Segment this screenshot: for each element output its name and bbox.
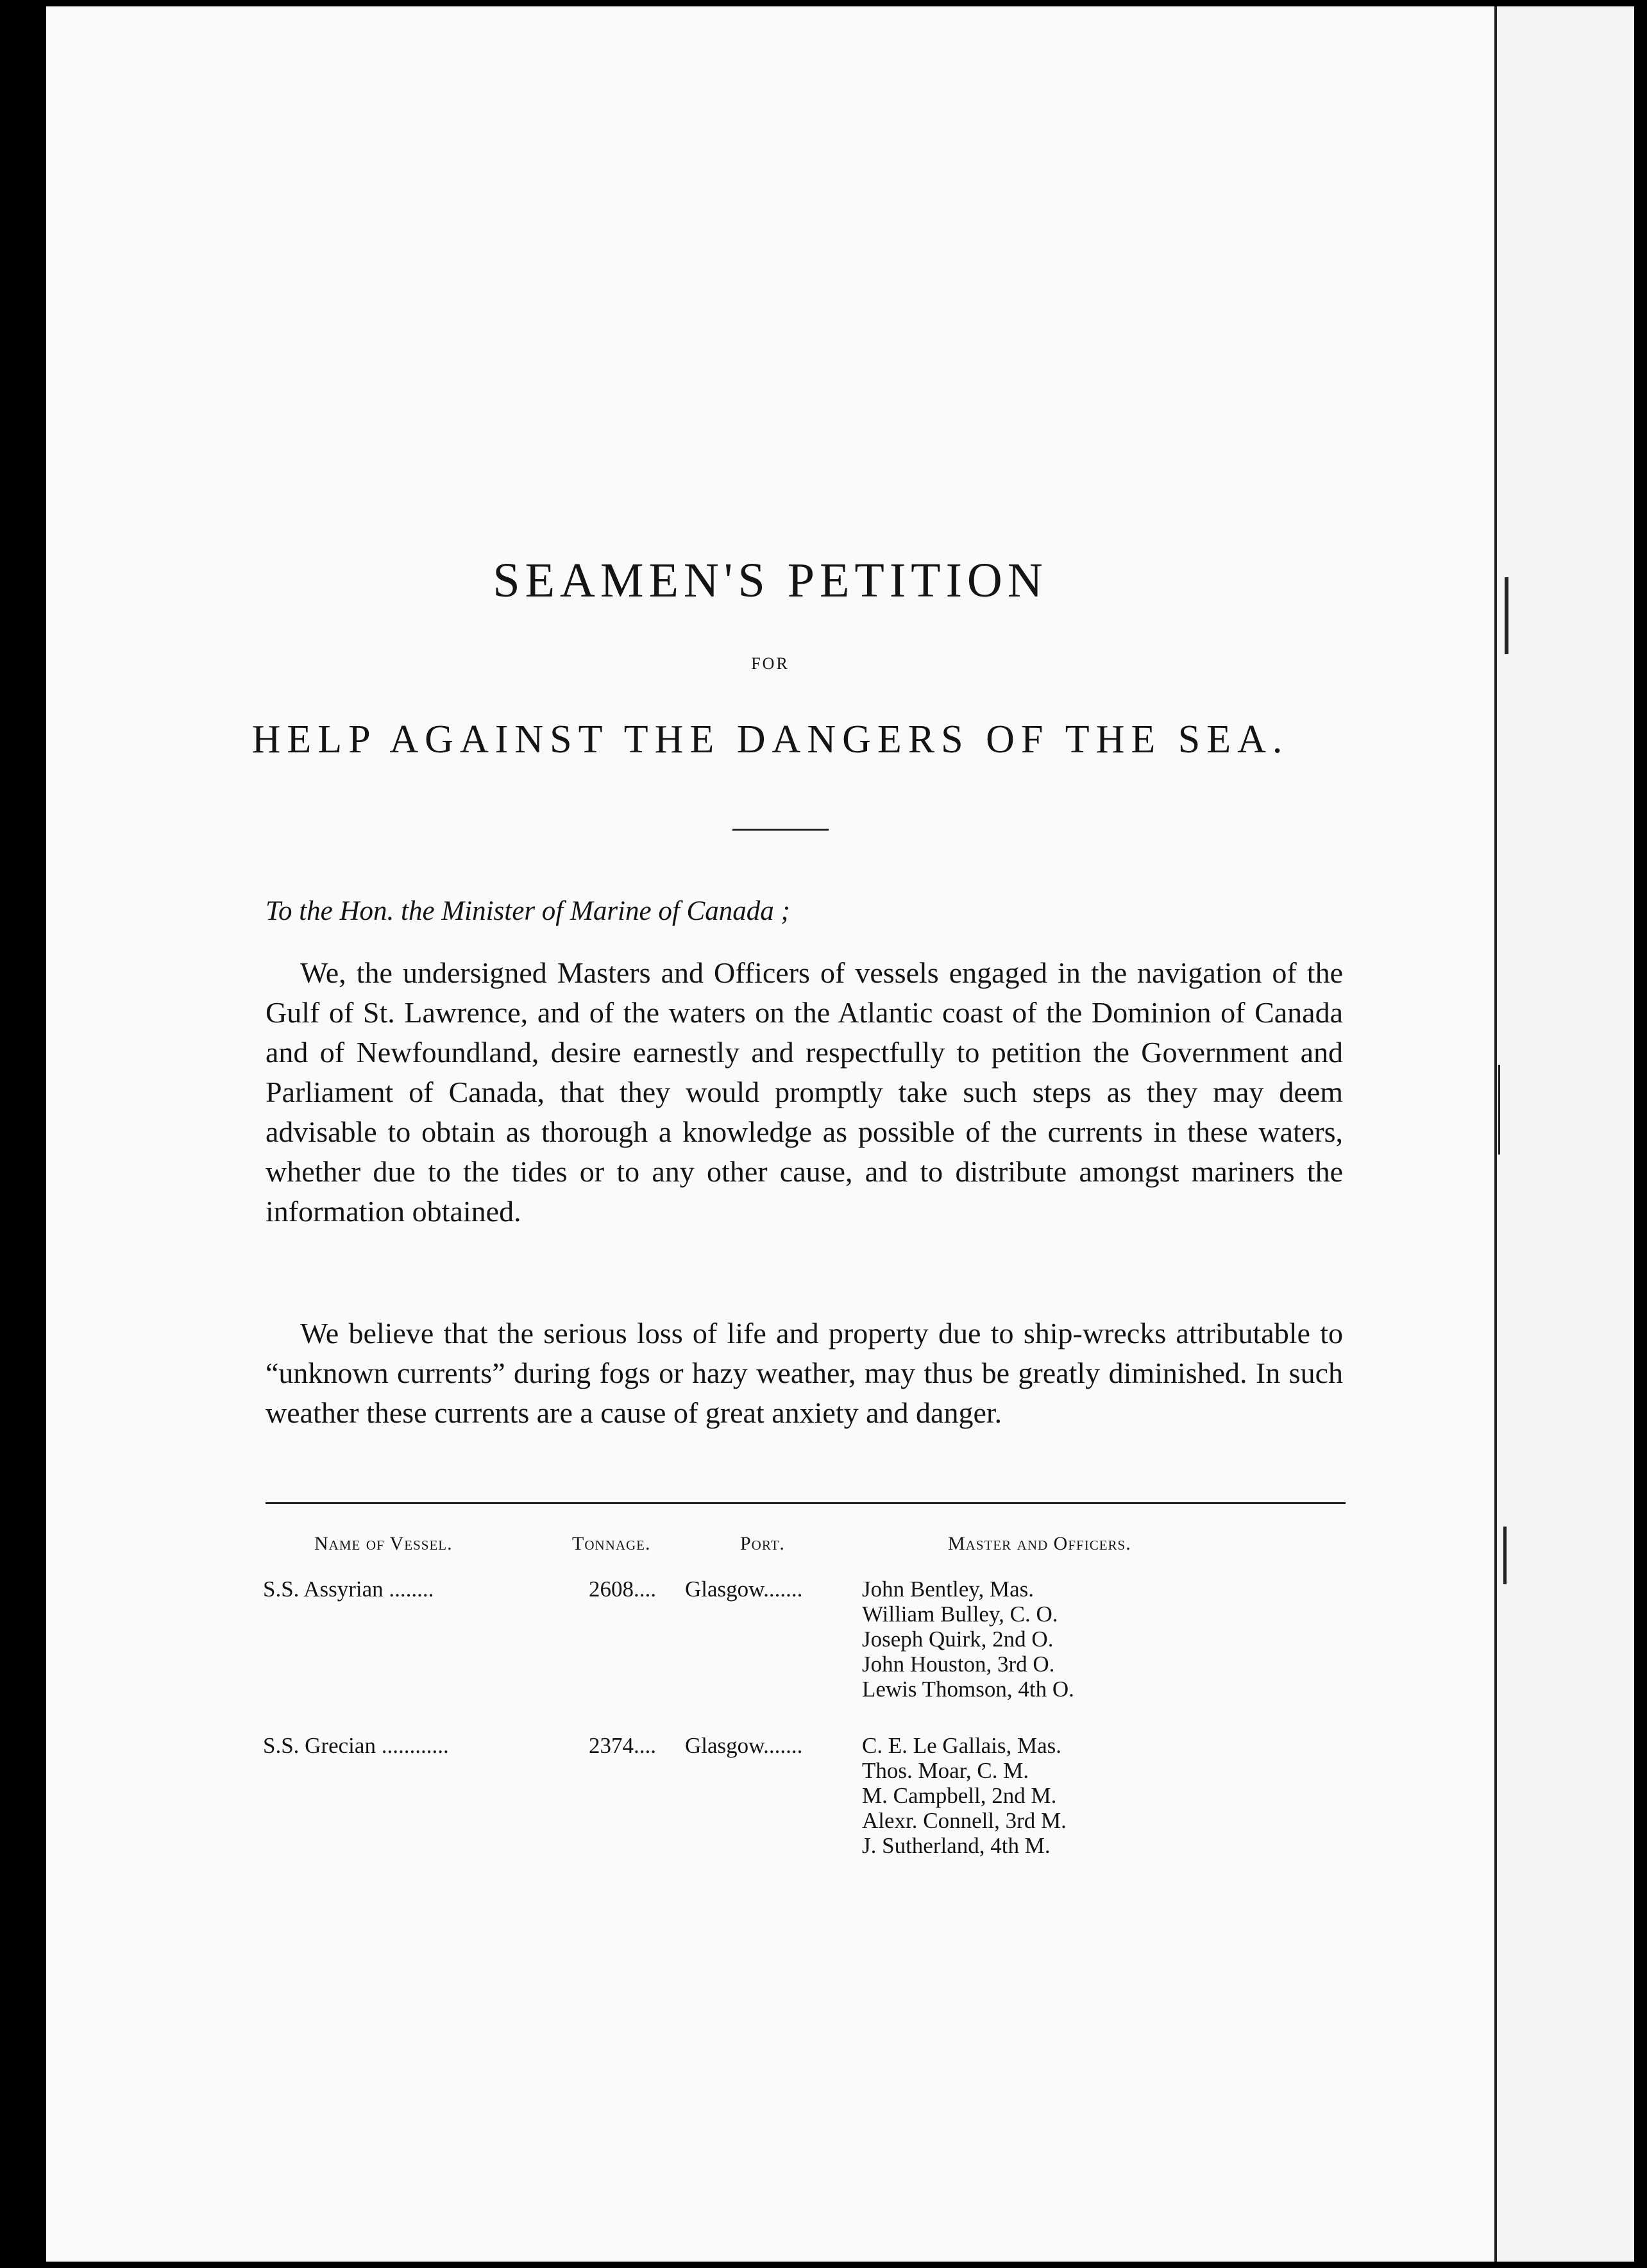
- row-2-port: Glasgow.......: [685, 1733, 803, 1758]
- officer-name: Alexr. Connell, 3rd M.: [862, 1808, 1067, 1833]
- petition-paragraph-1: We, the undersigned Masters and Officers of vessels engaged in the navigation of the Gulf of St. Lawrence, and of the waters on the Atlantic coast of the Dominion of Canada and of Newfoundland, desire earnestly and respectfully to petition the Government and Parliament of Canada, that they would promptly take such steps as they may deem advisable to obtain as thorough a knowledge as possible of the currents in these waters, whether due to the tides or to any other cause, and to distribute amongst mariners the information obtained.: [266, 956, 1343, 1228]
- table-divider: [266, 1502, 1346, 1504]
- document-subtitle: HELP AGAINST THE DANGERS OF THE SEA.: [251, 718, 1289, 761]
- officer-name: M. Campbell, 2nd M.: [862, 1783, 1057, 1808]
- officer-name: William Bulley, C. O.: [862, 1602, 1058, 1627]
- row-1-vessel: S.S. Assyrian ........: [263, 1577, 434, 1602]
- row-2-tonnage: 2374....: [589, 1733, 656, 1758]
- row-1-tonnage: 2608....: [589, 1577, 656, 1602]
- for-label: FOR: [751, 654, 790, 673]
- officer-name: J. Sutherland, 4th M.: [862, 1833, 1051, 1858]
- officer-name: Thos. Moar, C. M.: [862, 1758, 1029, 1783]
- document-title: SEAMEN'S PETITION: [493, 554, 1048, 607]
- officer-name: Joseph Quirk, 2nd O.: [862, 1627, 1054, 1652]
- officer-name: John Houston, 3rd O.: [862, 1652, 1055, 1677]
- row-2-officers: [862, 1733, 1067, 1858]
- document-page: [46, 6, 1494, 2262]
- address-line: To the Hon. the Minister of Marine of Canada ;: [266, 896, 790, 926]
- header-officers: Master and Officers.: [948, 1533, 1131, 1554]
- title-divider: [732, 829, 829, 831]
- petition-paragraph-2: We believe that the serious loss of life and property due to ship-wrecks attributable to “unknown currents” during fogs or hazy weather, may thus be greatly diminished. In such weather these currents are a cause of great anxiety and danger.: [266, 1317, 1343, 1429]
- row-1-officers: [862, 1577, 1074, 1702]
- page-edge-mark: [1503, 1527, 1507, 1584]
- officer-name: C. E. Le Gallais, Mas.: [862, 1733, 1062, 1758]
- officer-name: John Bentley, Mas.: [862, 1577, 1034, 1602]
- header-vessel: Name of Vessel.: [314, 1533, 453, 1554]
- row-1-port: Glasgow.......: [685, 1577, 803, 1602]
- header-tonnage: Tonnage.: [572, 1533, 651, 1554]
- header-port: Port.: [740, 1533, 785, 1554]
- page-edge-mark: [1505, 577, 1508, 654]
- row-2-vessel: S.S. Grecian ............: [263, 1733, 449, 1758]
- officer-name: Lewis Thomson, 4th O.: [862, 1677, 1074, 1702]
- page-edge-mark: [1498, 1065, 1500, 1155]
- adjacent-page-edge: [1494, 6, 1634, 2262]
